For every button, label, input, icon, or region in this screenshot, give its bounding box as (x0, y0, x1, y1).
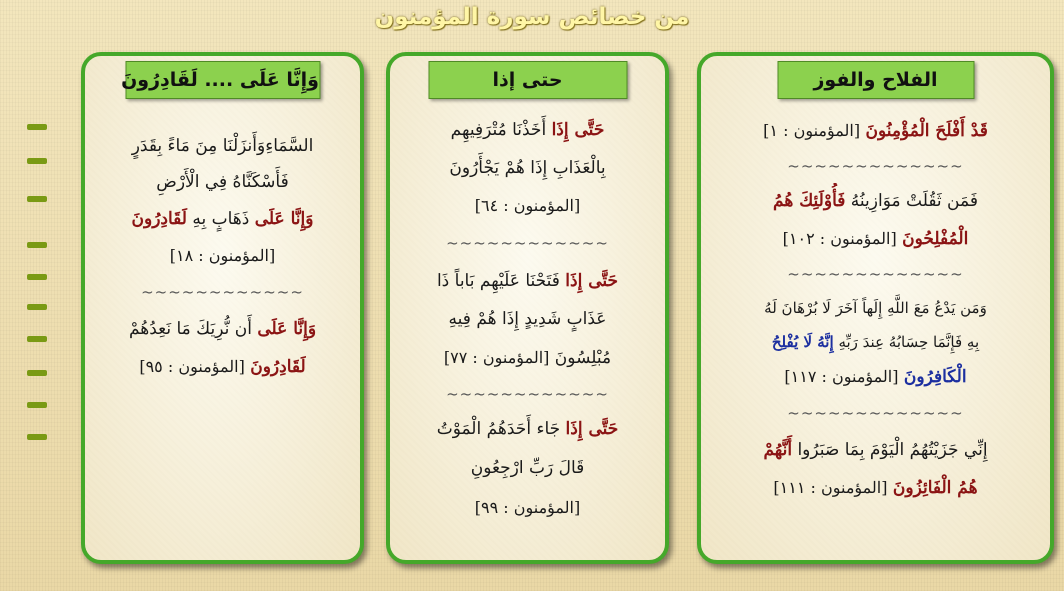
verse-line (709, 220, 1042, 257)
separator: ~~~~~~~~~~~~~ (787, 157, 964, 175)
verse-line (398, 112, 657, 148)
verse-line (709, 431, 1042, 469)
verse-line (398, 188, 657, 224)
verse-reference: [المؤمنون : ٧٧] (443, 348, 550, 367)
side-mark (27, 336, 47, 342)
separator: ~~~~~~~~~~~~~ (787, 265, 964, 283)
card-body-hatta-itha (398, 112, 657, 528)
card-inna-ala (81, 52, 364, 564)
verse-line: قَالَ رَبِّ ارْجِعُونِ (470, 458, 585, 478)
verse-reference: [المؤمنون : ١] (763, 121, 861, 140)
verse-line (398, 488, 657, 528)
verse-reference: [المؤمنون : ١٠٢] (782, 229, 897, 248)
verse-emphasis: لَقَادِرُونَ (131, 209, 187, 229)
separator: ~~~~~~~~~~~~ (446, 385, 609, 403)
verse-text: بِهِ فَإِنَّمَا حِسَابُهُ عِندَ رَبِّهِ (838, 333, 980, 351)
verse-line (398, 338, 657, 378)
verse-emphasis: قَدْ أَفْلَحَ الْمُؤْمِنُونَ (865, 121, 988, 141)
verse-emphasis: الْكَافِرُونَ (903, 367, 967, 387)
side-mark (27, 402, 47, 408)
verse-emphasis: لَقَادِرُونَ (250, 357, 306, 377)
card-success (697, 52, 1054, 564)
verse-text: ذَهَابٍ بِهِ (192, 209, 250, 229)
verse-reference: [المؤمنون : ١١١] (773, 478, 888, 497)
verse-emphasis: إِنَّهُ لَا يُفْلِحُ (771, 333, 834, 351)
verse-emphasis: حَتَّى إِذَا (565, 419, 619, 439)
verse-emphasis: وَإِنَّا عَلَى (254, 209, 314, 229)
side-mark (27, 242, 47, 248)
side-mark (27, 304, 47, 310)
verse-line (93, 200, 352, 238)
verse-text: جَاء أَحَدَهُمُ الْمَوْتُ (436, 419, 561, 439)
verse-line (398, 262, 657, 300)
card-header-hatta-itha: حتى إذا (428, 61, 627, 99)
side-mark (27, 124, 47, 130)
separator: ~~~~~~~~~~~~~ (787, 404, 964, 422)
verse-reference: [المؤمنون : ١٨] (169, 246, 276, 265)
verse-emphasis: فَأُوْلَئِكَ هُمُ (773, 191, 846, 211)
verse-emphasis: حَتَّى إِذَا (551, 120, 605, 140)
verse-text: فَتَحْنَا عَلَيْهِم بَاباً ذَا (436, 271, 560, 291)
side-mark (27, 274, 47, 280)
side-decoration (24, 124, 50, 446)
verse-line: فَأَسْكَنَّاهُ فِي الْأَرْضِ (156, 172, 289, 192)
card-body-inna-ala (93, 128, 352, 386)
verse-line: السَّمَاءِوَأَنزَلْنَا مِنَ مَاءً بِقَدَرٍ (131, 136, 314, 156)
verse-line (709, 325, 1042, 359)
verse-line: وَمَن يَدْعُ مَعَ اللَّهِ إِلَهاً آخَرَ لَا بُرْهَانَ لَهُ (764, 299, 987, 317)
card-header-inna-ala: وَإِنَّا عَلَى .... لَقَادِرُونَ (125, 61, 320, 99)
verse-emphasis: الْمُفْلِحُونَ (902, 229, 969, 249)
verse-reference: [المؤمنون : ٦٤] (474, 196, 581, 215)
side-mark (27, 158, 47, 164)
verse-line (93, 348, 352, 386)
verse-reference: [المؤمنون : ٩٥] (139, 357, 245, 376)
page-title: من خصائص سورة المؤمنون (374, 4, 690, 30)
verse-line: عَذَابٍ شَدِيدٍ إِذَا هُمْ فِيهِ (448, 309, 607, 329)
verse-line (709, 359, 1042, 395)
verse-text: مُبْلِسُونَ (554, 348, 612, 368)
side-mark (27, 196, 47, 202)
verse-line: بِالْعَذَابِ إِذَا هُمْ يَجْأَرُونَ (449, 158, 606, 178)
verse-line (709, 183, 1042, 220)
verse-reference: [المؤمنون : ١١٧] (784, 367, 899, 386)
verse-line (709, 469, 1042, 507)
verse-line (709, 112, 1042, 149)
verse-reference: [المؤمنون : ٩٩] (474, 498, 581, 517)
verse-text: فَمَن ثَقُلَتْ مَوَازِينُهُ (850, 191, 978, 211)
separator: ~~~~~~~~~~~~ (141, 283, 304, 301)
verse-emphasis: أَنَّهُمْ (763, 440, 793, 460)
verse-text: أَخَذْنَا مُتْرَفِيهِم (450, 120, 547, 140)
verse-emphasis: هُمُ الْفَائِزُونَ (892, 478, 978, 498)
side-mark (27, 370, 47, 376)
verse-line (93, 310, 352, 348)
card-header-success: الفلاح والفوز (777, 61, 974, 99)
separator: ~~~~~~~~~~~~ (446, 234, 609, 252)
card-hatta-itha (386, 52, 669, 564)
verse-line (398, 410, 657, 448)
card-body-success (709, 112, 1042, 507)
verse-text: أَن نُّرِيَكَ مَا نَعِدُهُمْ (128, 319, 252, 339)
verse-emphasis: وَإِنَّا عَلَى (257, 319, 317, 339)
verse-text: إِنِّي جَزَيْتُهُمُ الْيَوْمَ بِمَا صَبَرُوا (797, 440, 988, 460)
verse-emphasis: حَتَّى إِذَا (565, 271, 619, 291)
side-mark (27, 434, 47, 440)
verse-line (93, 238, 352, 274)
